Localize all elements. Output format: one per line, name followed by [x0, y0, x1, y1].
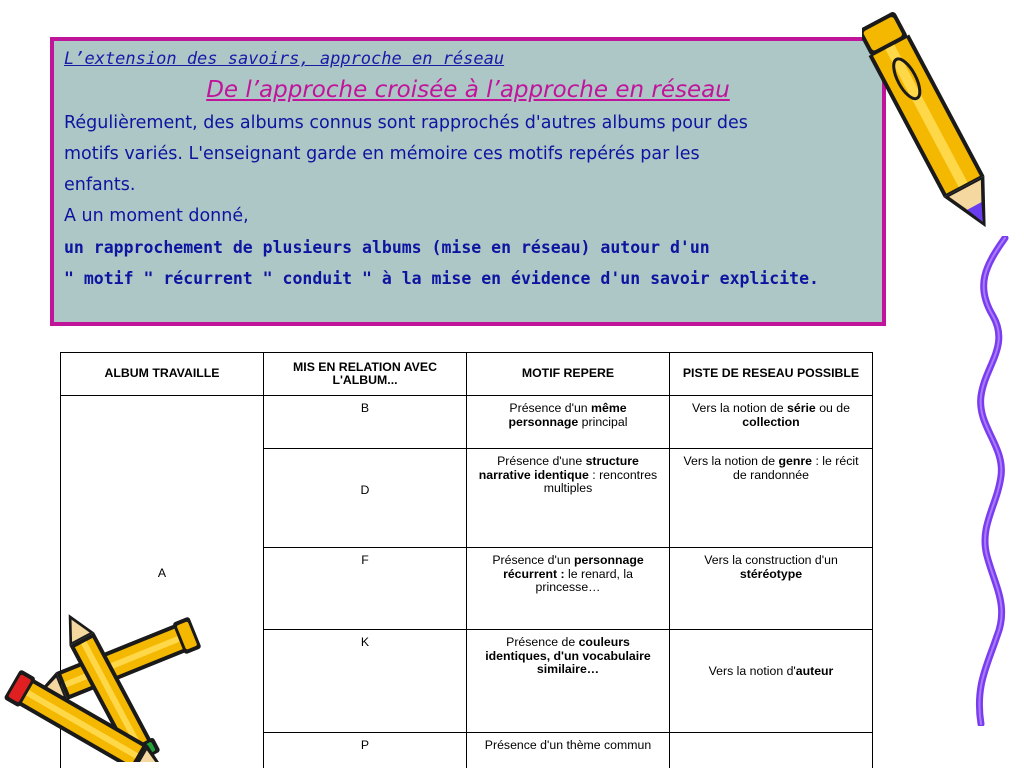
box-bold-line: un rapprochement de plusieurs albums (mise en réseau) autour d'un: [64, 238, 710, 257]
related-album-cell: P: [264, 733, 467, 768]
header-album-travaille: ALBUM TRAVAILLE: [61, 353, 264, 396]
piste-cell: [670, 548, 873, 630]
text-run: Vers la notion de: [683, 454, 779, 468]
text-run: Présence d'une: [497, 454, 586, 468]
related-album-cell: D: [264, 449, 467, 548]
text-run: Vers la notion de: [692, 401, 788, 415]
header-mis-en-relation: MIS EN RELATION AVEC L'ALBUM...: [264, 353, 467, 396]
box-heading: L’extension des savoirs, approche en réseau: [64, 49, 505, 69]
header-motif-repere: MOTIF REPERE: [467, 353, 670, 396]
box-paragraph-line: motifs variés. L'enseignant garde en mémoire ces motifs repérés par les: [64, 144, 700, 164]
table-header-row: [61, 353, 873, 396]
bold-text-run: stéréotype: [739, 566, 803, 581]
motif-cell: [467, 733, 670, 768]
box-title: De l’approche croisée à l’approche en réseau: [206, 77, 730, 103]
album-cell: A: [61, 396, 264, 768]
text-run: : le récit de randonnée: [733, 454, 859, 482]
bold-text-run: même personnage: [508, 401, 627, 429]
pencil-icon: [862, 2, 1002, 247]
header-piste-de-reseau: PISTE DE RESEAU POSSIBLE: [670, 353, 873, 396]
text-run: Vers la construction d'un: [704, 553, 838, 567]
text-run: Présence de: [506, 635, 579, 649]
related-album-cell: B: [264, 396, 467, 449]
piste-cell: [670, 396, 873, 449]
text-run: principal: [578, 414, 628, 429]
motif-cell: [467, 396, 670, 449]
text-run: ou de: [815, 401, 850, 415]
text-run: Présence d'un: [509, 401, 592, 415]
text-run: Présence d'un: [492, 553, 574, 567]
box-paragraph-line: Régulièrement, des albums connus sont rapprochés d'autres albums pour des: [64, 113, 748, 133]
bold-text-run: couleurs identiques, d'un vocabulaire similaire…: [485, 635, 651, 676]
piste-cell: [670, 733, 873, 768]
bold-text-run: genre: [778, 454, 813, 468]
pencil-icon: [0, 612, 210, 762]
squiggle-line-icon: [965, 236, 1024, 726]
bold-text-run: auteur: [795, 664, 834, 679]
text-run: le renard, la princesse…: [535, 566, 633, 594]
box-bold-line: " motif " récurrent " conduit " à la mise en évidence d'un savoir explicite.: [64, 269, 819, 288]
bold-text-run: personnage récurrent :: [503, 553, 644, 581]
bold-text-run: structure narrative identique: [478, 454, 639, 482]
text-run: Vers la notion d': [708, 664, 796, 679]
bold-text-run: collection: [742, 414, 800, 429]
related-album-cell: F: [264, 548, 467, 630]
text-run: : rencontres multiples: [543, 467, 658, 495]
bold-text-run: série: [787, 401, 816, 415]
motif-cell: [467, 548, 670, 630]
motif-cell: [467, 449, 670, 548]
motif-cell: [467, 630, 670, 733]
info-box: [50, 37, 886, 326]
box-paragraph-line: A un moment donné,: [64, 206, 249, 226]
text-run: Présence d'un thème commun: [484, 738, 652, 752]
table-row: [61, 396, 873, 449]
box-paragraph-line: enfants.: [64, 175, 136, 195]
piste-cell: [670, 630, 873, 733]
piste-cell: [670, 449, 873, 548]
related-album-cell: K: [264, 630, 467, 733]
